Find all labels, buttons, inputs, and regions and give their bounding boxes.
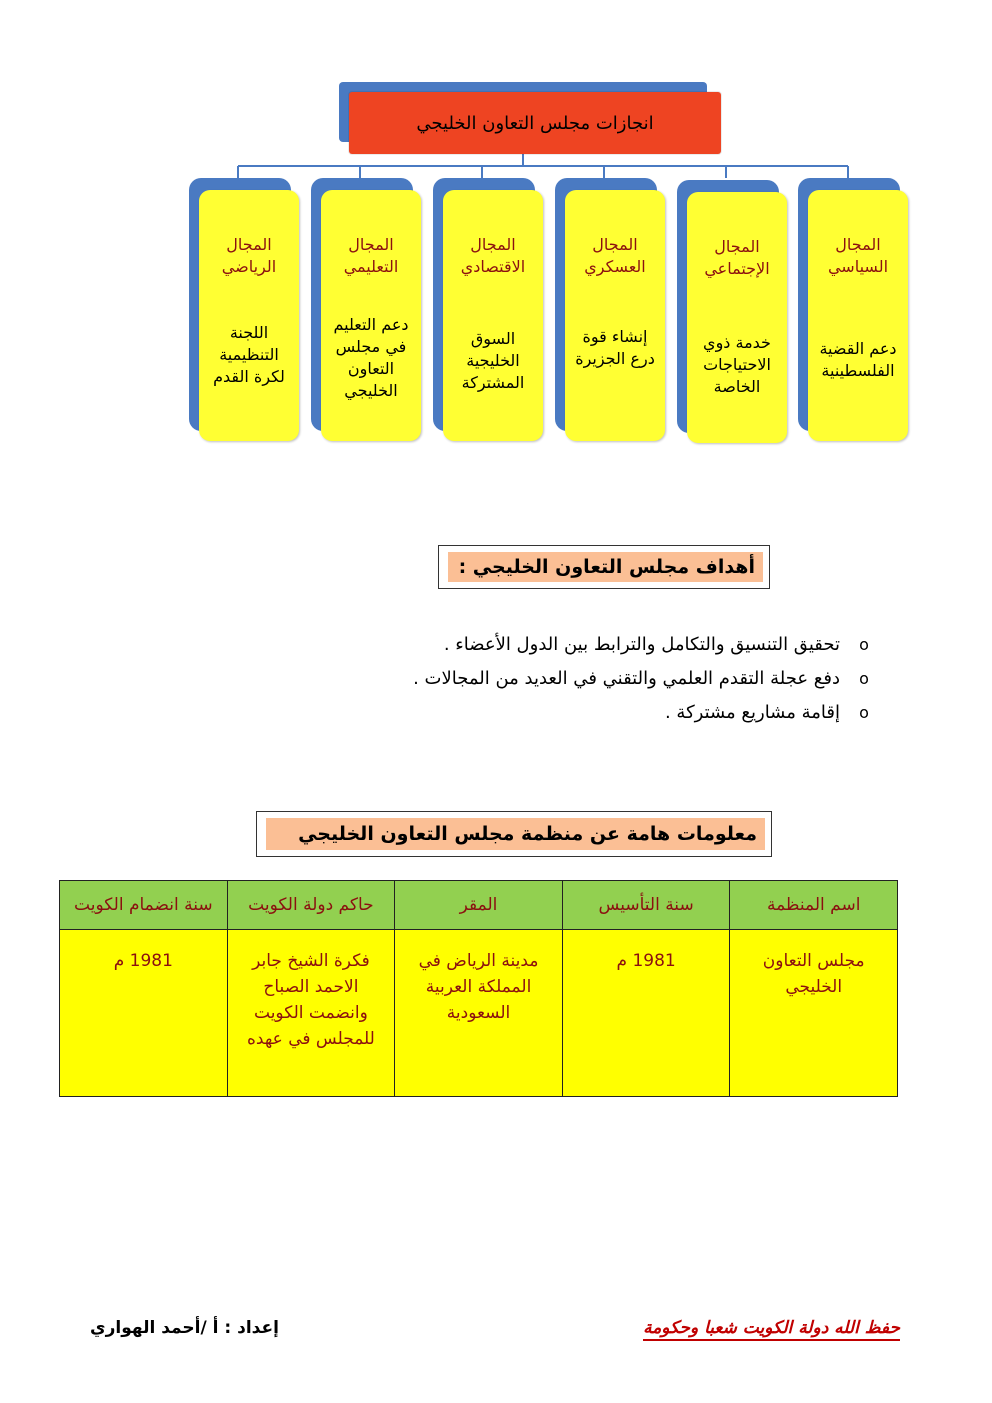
card-educational: [311, 178, 423, 443]
footer-author: إعداد : أ /أحمد الهواري: [90, 1318, 279, 1338]
table-header-cell: المقر: [395, 881, 563, 930]
org-chart-title-box: [339, 82, 721, 154]
table-row: [60, 930, 898, 1097]
card-educational-body: [321, 190, 421, 441]
card-achievement: إنشاء قوة درع الجزيرة: [575, 327, 655, 368]
table-cell: فكرة الشيخ جابر الاحمد الصباح وانضمت الكويت للمجلس في عهده: [227, 930, 395, 1097]
info-heading: معلومات هامة عن منظمة مجلس التعاون الخليجي: [266, 818, 765, 850]
table-cell: مدينة الرياض في المملكة العربية السعودية: [395, 930, 563, 1097]
card-sports-body: [199, 190, 299, 441]
table-header-row: [60, 881, 898, 930]
goal-text: تحقيق التنسيق والتكامل والترابط بين الدول الأعضاء .: [443, 634, 840, 655]
card-military-body: [565, 190, 665, 441]
table-header-cell: سنة التأسيس: [562, 881, 730, 930]
org-chart-title: انجازات مجلس التعاون الخليجي: [349, 92, 721, 154]
card-field-label: المجال الرياضي: [221, 235, 277, 276]
table-cell: 1981 م: [562, 930, 730, 1097]
card-achievement: خدمة ذوي الاحتياجات الخاصة: [703, 333, 771, 396]
goals-list: [352, 628, 872, 730]
goal-text: إقامة مشاريع مشتركة .: [664, 702, 840, 723]
card-field-label: المجال الإجتماعي: [704, 237, 770, 278]
table-cell: مجلس التعاون الخليجي: [730, 930, 898, 1097]
goal-item: [352, 662, 872, 696]
card-achievement: دعم القضية الفلسطينية: [819, 339, 897, 380]
card-field-label: المجال الاقتصادي: [460, 235, 526, 276]
card-achievement: دعم التعليم في مجلس التعاون الخليجي: [333, 315, 409, 400]
table-header-cell: اسم المنظمة: [730, 881, 898, 930]
card-sports: [189, 178, 301, 443]
goal-item: [352, 628, 872, 662]
card-field-label: المجال السياسي: [827, 235, 889, 276]
bullet-circle-icon: o: [859, 703, 869, 722]
info-table: [59, 880, 898, 1097]
info-heading-box: [256, 811, 772, 857]
goal-text: دفع عجلة التقدم العلمي والتقني في العديد من المجالات .: [413, 668, 840, 689]
table-header-cell: حاكم دولة الكويت: [227, 881, 395, 930]
card-political-body: [808, 190, 908, 441]
footer-prayer: حفظ الله دولة الكويت شعبا وحكومة: [643, 1318, 900, 1341]
card-field-label: المجال العسكري: [584, 235, 646, 276]
card-military: [555, 178, 667, 443]
table-cell: 1981 م: [60, 930, 228, 1097]
goals-heading-box: [438, 545, 770, 589]
card-achievement: اللجنة التنظيمية لكرة القدم: [213, 323, 285, 386]
table-header-cell: سنة انضمام الكويت: [60, 881, 228, 930]
card-field-label: المجال التعليمي: [343, 235, 399, 276]
card-economic-body: [443, 190, 543, 441]
bullet-circle-icon: o: [859, 635, 869, 654]
card-political: [798, 178, 910, 443]
card-achievement: السوق الخليجية المشتركة: [461, 329, 525, 392]
bullet-circle-icon: o: [859, 669, 869, 688]
goal-item: [352, 696, 872, 730]
card-social: [677, 180, 789, 445]
card-economic: [433, 178, 545, 443]
goals-heading: أهداف مجلس التعاون الخليجي :: [448, 552, 763, 582]
card-social-body: [687, 192, 787, 443]
